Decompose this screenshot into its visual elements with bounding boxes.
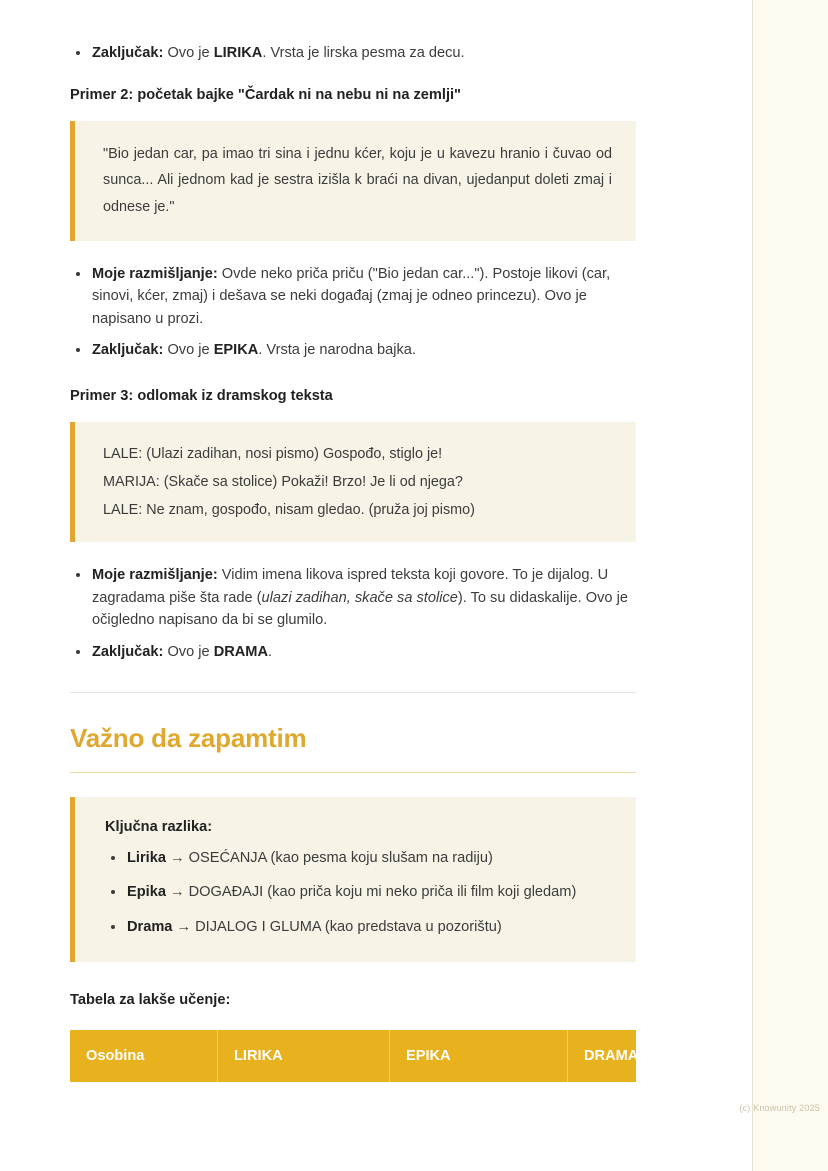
conclusion-label: Zaključak: [92,644,164,661]
example-3-notes [70,564,636,663]
thinking-text-b: ). To su didaskalije. Ovo je očigledno napisano da bi se glumilo. [92,589,628,629]
key-desc: → DIJALOG I GLUMA (kao predstava u pozorištu) [172,918,502,935]
title-underline [70,772,636,773]
conclusion-text: Ovo je [163,45,214,61]
table-header-row [70,1030,636,1082]
example-2-notes [70,263,636,362]
list-item [105,916,610,939]
thinking-text-a: Vidim imena likova ispred teksta koji govore. To je dijalog. U zagradama piše šta rade ( [92,567,609,606]
conclusion-text-end: . Vrsta je narodna bajka. [258,342,416,359]
thinking-label: Moje razmišljanje: [92,567,218,584]
list-item [105,847,610,870]
conclusion-label: Zaključak: [92,342,164,359]
section-divider [70,692,636,693]
conclusion-text-end: . Vrsta je lirska pesma za decu. [262,45,465,61]
table-caption: Tabela za lakše učenje: [70,992,231,1009]
list-item [70,564,636,632]
comparison-table [70,1030,639,1082]
example-2-heading: Primer 2: početak bajke "Čardak ni na nebu ni na zemlji" [70,86,461,103]
conclusion-text-end: . [268,644,273,661]
list-item [70,339,636,362]
thinking-text: Ovde neko priča priču ("Bio jedan car..."). Postoje likovi (car, sinovi, kćer, zmaj) i dešava se neki događaj (zmaj je odneo princezu). Ovo je napisano u prozi. [92,265,611,327]
dialog-line: LALE: Ne znam, gospođo, nisam gledao. (pruža joj pismo) [103,502,475,519]
key-difference-list [105,847,610,939]
page-title: Važno da zapamtim [70,722,307,753]
conclusion-list-1 [70,42,636,65]
thinking-label: Moje razmišljanje: [92,265,218,282]
list-item [70,641,636,664]
example-2-quote: "Bio jedan car, pa imao tri sina i jednu kćer, koju je u kavezu hranio i čuvao od sunca... Ali jednom kad je sestra izišla k braći na divan, ujedanput doleti zmaj i odnese je." [70,121,636,241]
dialog-line: LALE: (Ulazi zadihan, nosi pismo) Gospođo, stiglo je! [103,445,443,462]
conclusion-strong: DRAMA [213,644,269,661]
list-item [105,881,610,904]
right-margin-strip [752,0,828,1171]
key-difference-box [70,797,636,963]
conclusion-strong: LIRIKA [213,45,263,61]
example-3-quote [70,422,636,542]
table-header-cell: Osobina [70,1030,218,1082]
conclusion-text: Ovo je [163,342,214,359]
list-item [70,263,636,331]
table-header-cell: LIRIKA [218,1030,390,1082]
key-desc: → DOGAĐAJI (kao priča koju mi neko priča ili film koji gledam) [165,884,577,901]
example-3-heading: Primer 3: odlomak iz dramskog teksta [70,387,333,404]
thinking-emphasis: ulazi zadihan, skače sa stolice [261,589,458,606]
key-term: Epika [127,884,166,901]
list-item [70,42,636,65]
key-difference-title: Ključna razlika: [105,818,213,835]
document-content [70,0,639,1082]
watermark-label: (c) Knowunity 2025 [739,1103,820,1113]
table-header-cell: DRAMA [568,1030,637,1082]
key-desc: → OSEĆANJA (kao pesma koju slušam na radiju) [165,849,493,866]
conclusion-label: Zaključak: [92,45,164,61]
key-term: Drama [127,918,173,935]
dialog-line: MARIJA: (Skače sa stolice) Pokaži! Brzo! Je li od njega? [103,474,463,491]
key-term: Lirika [127,849,166,866]
table-header-cell: EPIKA [390,1030,568,1082]
conclusion-strong: EPIKA [213,342,259,359]
conclusion-text: Ovo je [163,644,214,661]
